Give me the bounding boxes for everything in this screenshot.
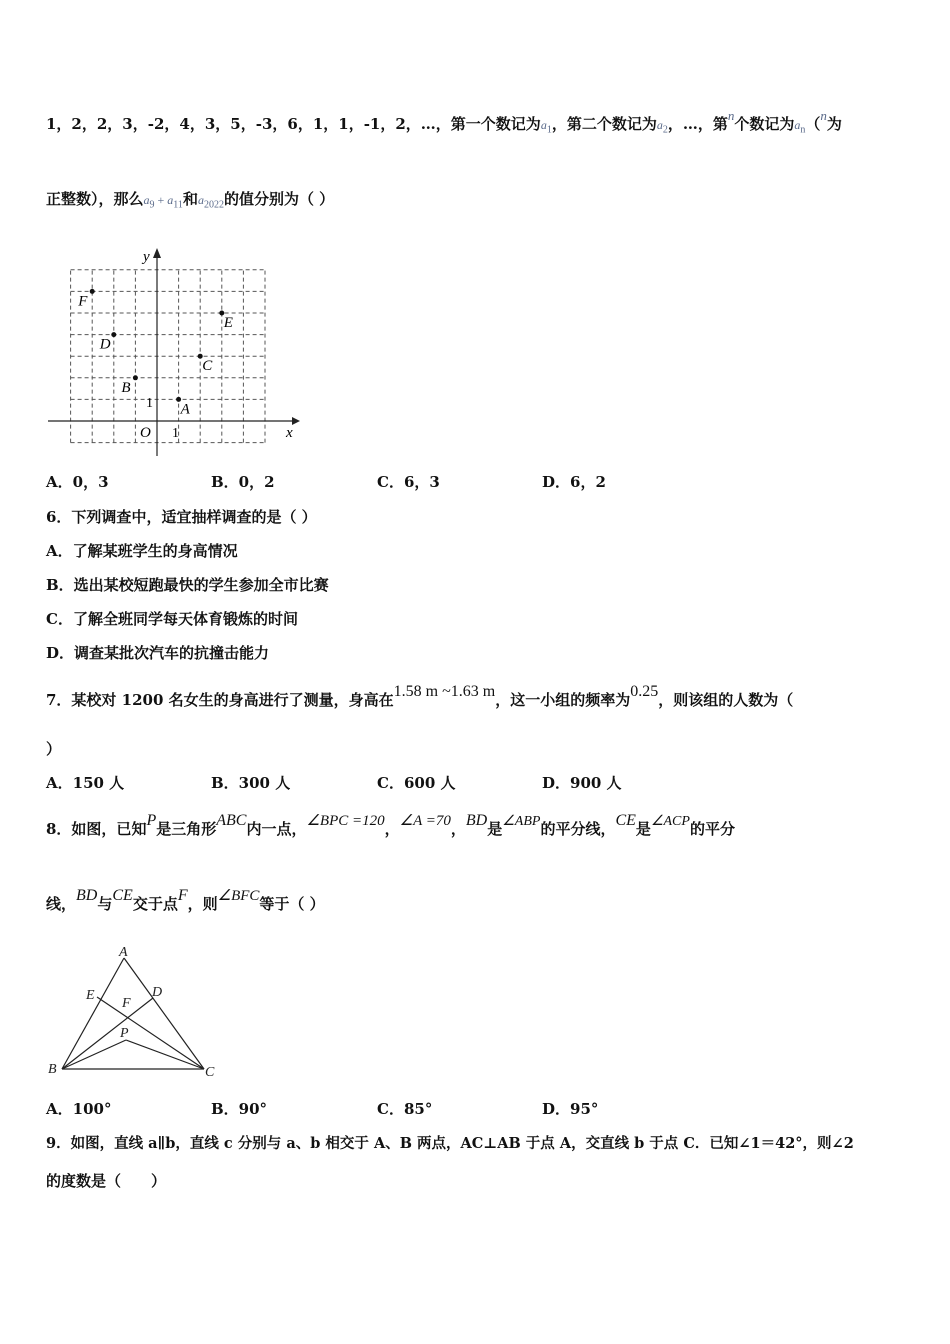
point-label-d: D (99, 336, 111, 353)
label-f: F (122, 996, 131, 1011)
x-unit-label: 1 (172, 426, 179, 441)
label-b: B (48, 1062, 57, 1077)
q5-option-c[interactable]: C．6，3 (377, 473, 440, 491)
q7-option-c[interactable]: C．600 人 (377, 774, 456, 792)
y-axis-arrow (153, 248, 161, 258)
q6-option-b[interactable]: B．选出某校短跑最快的学生参加全市比赛 (46, 576, 329, 594)
grid-lines (71, 270, 265, 443)
label-a: A (119, 945, 128, 960)
q8-stem-line-1: 8．如图，已知P是三角形ABC内一点，∠BPC =120，∠A =70，BD是∠ABP的平分线，CE是∠ACP的平分 (46, 812, 735, 838)
point-label-b: B (121, 379, 131, 396)
label-p: P (120, 1026, 129, 1041)
point-label-f: F (78, 293, 88, 310)
q5-line-1: 1，2，2，3，-2，4，3，5，-3，6，1，1，-1，2，…，第一个数记为$a_1$，第二个数记为$a_2$，…，第n个数记为$a_n(n$为 (46, 108, 842, 136)
y-axis-label: y (143, 249, 150, 265)
point-d (111, 332, 116, 337)
q9-stem-line-1: 9．如图，直线 a∥b，直线 c 分别与 a、b 相交于 A、B 两点，AC⊥AB 于点 A，交直线 b 于点 C．已知∠1＝42°，则∠2 (46, 1135, 854, 1152)
label-c: C (205, 1065, 215, 1080)
q7-option-a[interactable]: A．150 人 (46, 774, 125, 792)
origin-label: O (140, 425, 151, 441)
side-ac (124, 958, 204, 1069)
point-label-a: A (180, 401, 190, 418)
q8-option-b[interactable]: B．90° (211, 1100, 268, 1118)
label-d: D (152, 985, 163, 1000)
label-e: E (86, 988, 95, 1003)
q6-stem: 6．下列调查中，适宜抽样调查的是（ ） (46, 508, 317, 526)
q9-stem-line-2: 的度数是（ ） (46, 1172, 167, 1190)
q7-stem: 7．某校对 1200 名女生的身高进行了测量，身高在1.58 m ~1.63 m，这一小组的频率为0.25，则该组的人数为（ (46, 683, 794, 709)
segment-cp (126, 1040, 204, 1069)
q7-frequency: 0.25 (630, 683, 659, 700)
q5-line-2: 正整数），那么$a_9 + a_{11}$和$a_{2022}$的值分别为（ ） (46, 190, 335, 211)
point-label-e: E (223, 315, 233, 331)
point-b (133, 375, 138, 380)
x-axis-label: x (286, 425, 293, 441)
q5-option-b[interactable]: B．0，2 (211, 473, 275, 491)
segment-bd (62, 998, 153, 1069)
q6-option-a[interactable]: A．了解某班学生的身高情况 (46, 542, 238, 560)
side-ab (62, 958, 124, 1069)
x-axis-arrow (292, 417, 300, 425)
point-label-c: C (202, 358, 213, 375)
q5-option-d[interactable]: D．6，2 (542, 473, 606, 491)
point-f (90, 289, 95, 294)
q8-stem-line-2: 线，BD与CE交于点F，则∠BFC等于（ ） (46, 887, 325, 913)
q8-option-d[interactable]: D．95° (542, 1100, 599, 1118)
y-unit-label: 1 (146, 396, 153, 411)
q7-option-d[interactable]: D．900 人 (542, 774, 622, 792)
q8-option-a[interactable]: A．100° (46, 1100, 112, 1118)
q8-option-c[interactable]: C．85° (377, 1100, 433, 1118)
triangle-figure (44, 942, 224, 1082)
q5-option-a[interactable]: A．0，3 (46, 473, 109, 491)
q6-option-c[interactable]: C．了解全班同学每天体育锻炼的时间 (46, 610, 298, 628)
q7-stem-close: ） (46, 740, 62, 758)
q7-range: 1.58 m ~1.63 m (393, 683, 496, 700)
segment-ce (97, 997, 204, 1069)
q6-option-d[interactable]: D．调查某批次汽车的抗撞击能力 (46, 644, 270, 662)
coordinate-grid-figure (40, 244, 300, 464)
q7-option-b[interactable]: B．300 人 (211, 774, 291, 792)
